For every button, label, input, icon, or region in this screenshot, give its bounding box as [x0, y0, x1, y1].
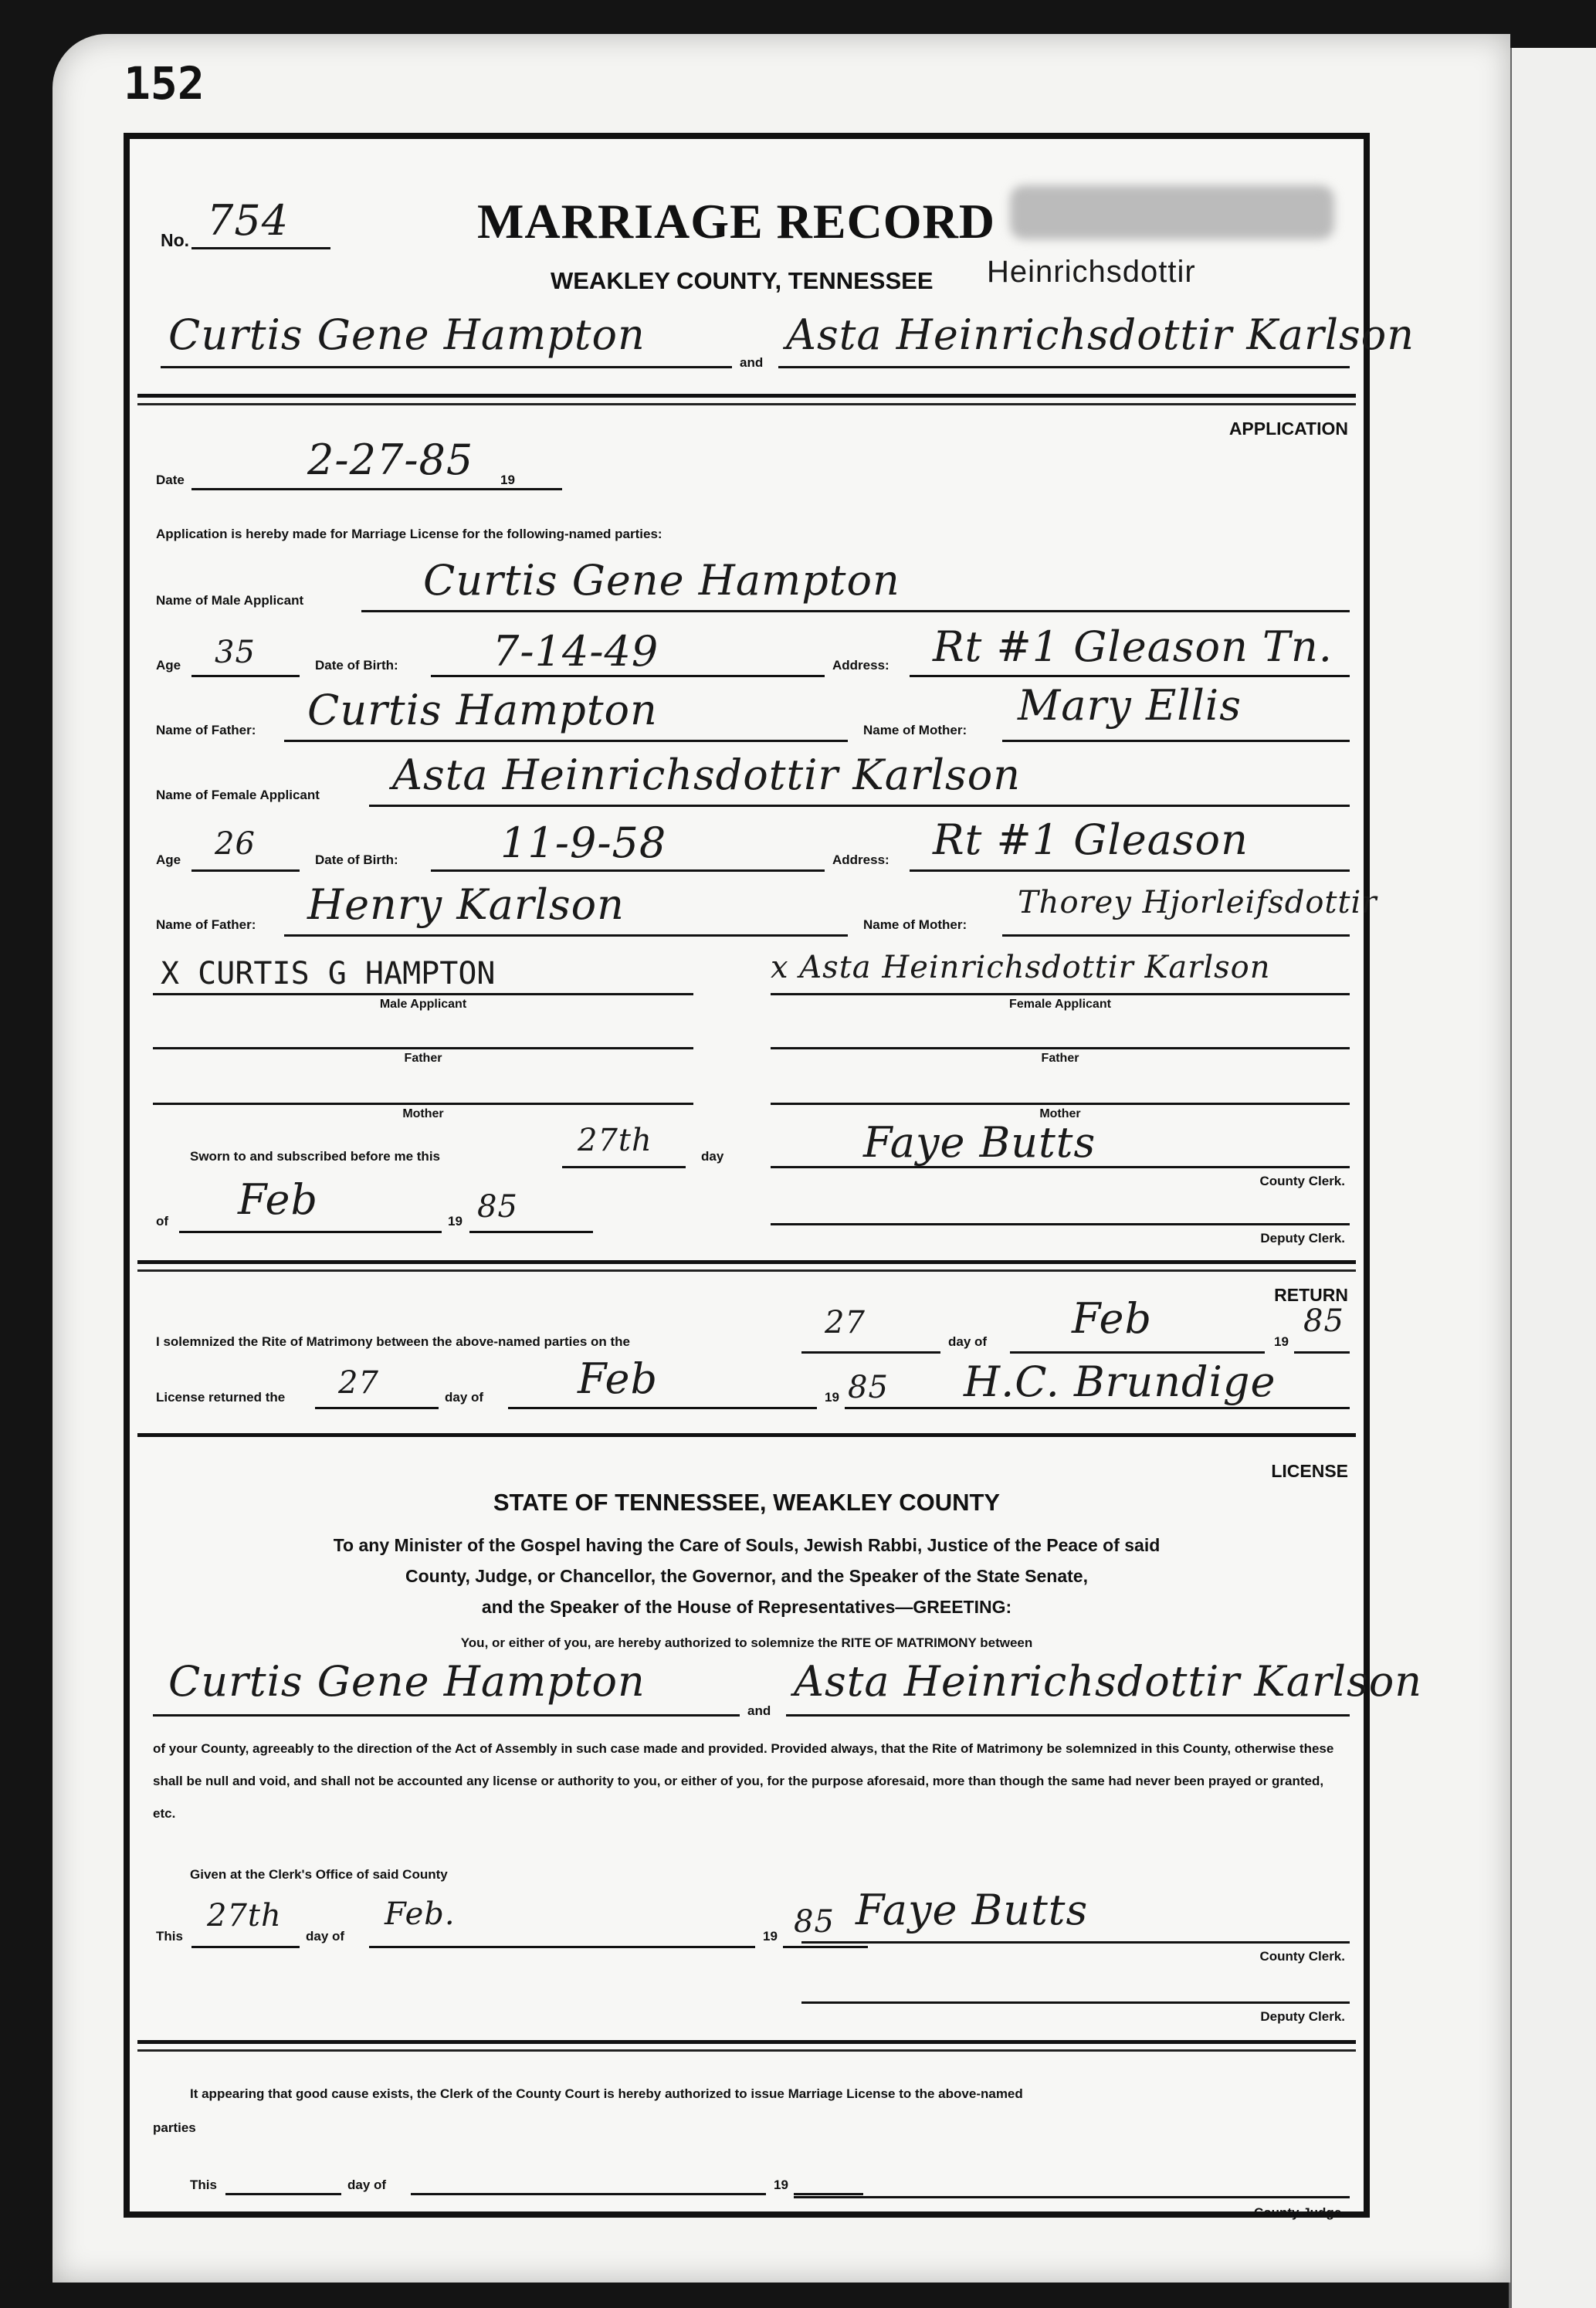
address-label: Address:: [832, 658, 889, 673]
sworn-label: Sworn to and subscribed before me this: [190, 1149, 440, 1164]
divider: [137, 1269, 1356, 1272]
header-bride-line: [778, 366, 1350, 368]
divider: [137, 2040, 1356, 2044]
given-day-line: [191, 1946, 300, 1948]
application-intro: Application is hereby made for Marriage License for the following-named parties:: [156, 527, 662, 541]
returned-month-line: [508, 1407, 817, 1409]
male-signature-line: [153, 993, 693, 995]
female-applicant-label: Name of Female Applicant: [156, 788, 320, 802]
given-year: 85: [794, 1904, 835, 1940]
license-section-label: LICENSE: [1271, 1461, 1348, 1481]
license-bride-line: [786, 1714, 1350, 1717]
license-bride-name: Asta Heinrichsdottir Karlson: [794, 1657, 1423, 1706]
mother-caption: Mother: [1039, 1107, 1081, 1120]
license-clerk-line: [801, 1941, 1350, 1944]
name-annotation: Heinrichsdottir: [987, 255, 1196, 289]
female-applicant-signature: x Asta Heinrichsdottir Karlson: [771, 950, 1271, 985]
solemnized-year: 85: [1303, 1303, 1344, 1339]
mother-caption: Mother: [402, 1107, 444, 1120]
address-line: [910, 869, 1350, 872]
application-section-label: APPLICATION: [1228, 419, 1348, 439]
header-groom-line: [161, 366, 732, 368]
header-bride-name: Asta Heinrichsdottir Karlson: [786, 310, 1415, 359]
good-cause-day-line: [225, 2193, 341, 2195]
license-clerk-signature: Faye Butts: [856, 1886, 1089, 1934]
sworn-day-line: [562, 1166, 686, 1168]
female-father: Henry Karlson: [307, 880, 625, 929]
age-line: [191, 869, 300, 872]
male-address: Rt #1 Gleason Tn.: [933, 622, 1333, 671]
record-number-value: 754: [207, 196, 290, 245]
female-dob: 11-9-58: [500, 818, 667, 867]
returned-day: 27: [338, 1365, 379, 1401]
address-label: Address:: [832, 852, 889, 867]
officiant-signature: H.C. Brundige: [964, 1357, 1276, 1406]
county-clerk-caption: County Clerk.: [1259, 1174, 1345, 1188]
mother-line: [1002, 934, 1350, 937]
sworn-month: Feb: [238, 1175, 319, 1224]
license-body: of your County, agreeably to the direction of the Act of Assembly in such case made and provided. Provided always, that the Rite of Matrimony be solemnized in this County, otherwise these shall be null and void, and shall not be accounted any license or authority to you, or either of you, for the purpose aforesaid, more than though the same had never been prayed or granted, etc.: [153, 1741, 1334, 1821]
good-cause-parties: parties: [153, 2120, 196, 2135]
returned-label: License returned the: [156, 1390, 286, 1405]
father-signature-line: [771, 1047, 1350, 1049]
solemnized-year-prefix: 19: [1274, 1334, 1289, 1349]
given-month: Feb.: [385, 1896, 456, 1932]
given-day-of: day of: [306, 1929, 345, 1944]
returned-month: Feb: [578, 1354, 659, 1403]
solemnized-day-line: [801, 1351, 940, 1354]
sworn-day-label: day: [701, 1149, 724, 1164]
solemnized-label: I solemnized the Rite of Matrimony between the above-named parties on the: [156, 1334, 630, 1349]
good-cause-year-line: [794, 2193, 863, 2195]
deputy-signature-line: [771, 1223, 1350, 1225]
dob-label: Date of Birth:: [315, 658, 398, 673]
return-section-label: RETURN: [1274, 1285, 1348, 1305]
divider: [137, 2049, 1356, 2052]
divider: [137, 1433, 1356, 1437]
date-label: Date: [156, 473, 185, 487]
good-cause-year-prefix: 19: [774, 2178, 788, 2192]
marriage-record-form: [124, 133, 1423, 2220]
form-title: MARRIAGE RECORD: [477, 194, 995, 249]
male-applicant-line: [361, 610, 1350, 612]
female-applicant-name: Asta Heinrichsdottir Karlson: [392, 751, 1022, 799]
dob-label: Date of Birth:: [315, 852, 398, 867]
mother-label: Name of Mother:: [863, 917, 967, 932]
sworn-month-line: [179, 1231, 442, 1233]
male-mother: Mary Ellis: [1018, 681, 1242, 730]
authorize-line: You, or either of you, are hereby authorized to solemnize the RITE OF MATRIMONY between: [460, 1635, 1033, 1650]
license-heading: STATE OF TENNESSEE, WEAKLEY COUNTY: [493, 1489, 1001, 1516]
divider: [137, 1260, 1356, 1264]
officiant-line: [845, 1407, 1350, 1409]
given-day: 27th: [207, 1898, 282, 1934]
solemnized-month-line: [1010, 1351, 1265, 1354]
date-year-prefix: 19: [500, 473, 515, 487]
sworn-year-prefix: 19: [448, 1214, 463, 1229]
father-label: Name of Father:: [156, 917, 256, 932]
sworn-year: 85: [477, 1189, 518, 1225]
female-address: Rt #1 Gleason: [933, 815, 1249, 864]
redacted-stamp: [1010, 185, 1334, 239]
given-year-line: [783, 1946, 868, 1948]
male-father: Curtis Hampton: [307, 686, 658, 734]
greeting-line-2: County, Judge, or Chancellor, the Governor, and the Speaker of the State Senate,: [405, 1566, 1088, 1586]
female-signature-line: [771, 993, 1350, 995]
county-judge-line: [794, 2196, 1350, 2198]
good-cause-this: This: [190, 2178, 217, 2192]
greeting-line-3: and the Speaker of the House of Representatives—GREETING:: [481, 1597, 1012, 1617]
good-cause-day-of: day of: [347, 2178, 387, 2192]
date-line: [191, 488, 562, 490]
good-cause-text: It appearing that good cause exists, the Clerk of the County Court is hereby authorized to issue Marriage License to the above-named: [190, 2086, 1023, 2101]
female-applicant-caption: Female Applicant: [1009, 998, 1111, 1011]
age-label: Age: [156, 852, 181, 867]
license-county-clerk: County Clerk.: [1259, 1949, 1345, 1964]
facing-page-edge: [1509, 48, 1596, 2308]
given-this-label: This: [156, 1929, 183, 1944]
solemnized-year-line: [1294, 1351, 1350, 1354]
address-line: [910, 675, 1350, 677]
mother-label: Name of Mother:: [863, 723, 967, 737]
male-dob: 7-14-49: [493, 627, 659, 676]
age-label: Age: [156, 658, 181, 673]
sworn-of-label: of: [156, 1214, 169, 1229]
record-number-line: [191, 247, 330, 249]
deputy-clerk-caption: Deputy Clerk.: [1260, 1231, 1345, 1246]
dob-line: [431, 869, 825, 872]
father-caption: Father: [1041, 1052, 1079, 1065]
male-applicant-signature: X CURTIS G HAMPTON: [161, 956, 496, 991]
father-line: [284, 934, 848, 937]
license-and: and: [747, 1703, 771, 1718]
male-applicant-label: Name of Male Applicant: [156, 593, 304, 608]
greeting-line-1: To any Minister of the Gospel having the Care of Souls, Jewish Rabbi, Justice of the Peace of said: [333, 1535, 1161, 1555]
male-applicant-caption: Male Applicant: [379, 998, 467, 1011]
license-groom-name: Curtis Gene Hampton: [168, 1657, 646, 1706]
female-age: 26: [215, 826, 256, 862]
record-number-label: No.: [161, 230, 190, 250]
given-label: Given at the Clerk's Office of said County: [190, 1867, 448, 1882]
returned-year: 85: [848, 1370, 889, 1405]
given-year-prefix: 19: [763, 1929, 778, 1944]
returned-year-prefix: 19: [825, 1390, 839, 1405]
mother-line: [1002, 740, 1350, 742]
female-mother: Thorey Hjorleifsdottir: [1018, 885, 1377, 920]
license-groom-line: [153, 1714, 740, 1717]
solemnized-month: Feb: [1072, 1294, 1153, 1343]
father-signature-line: [153, 1047, 693, 1049]
returned-day-line: [315, 1407, 439, 1409]
divider: [137, 394, 1356, 398]
sworn-year-line: [469, 1231, 593, 1233]
application-date: 2-27-85: [307, 436, 474, 484]
county-judge-caption: County Judge.: [1253, 2205, 1345, 2220]
returned-day-of: day of: [445, 1390, 484, 1405]
given-month-line: [369, 1946, 755, 1948]
form-subtitle: WEAKLEY COUNTY, TENNESSEE: [551, 267, 934, 294]
male-age: 35: [215, 635, 256, 670]
father-label: Name of Father:: [156, 723, 256, 737]
female-applicant-line: [369, 805, 1350, 807]
mother-signature-line: [771, 1103, 1350, 1105]
good-cause-month-line: [411, 2193, 766, 2195]
license-deputy-clerk: Deputy Clerk.: [1260, 2009, 1345, 2024]
solemnized-day: 27: [825, 1305, 866, 1340]
divider: [137, 403, 1356, 405]
license-deputy-line: [801, 2001, 1350, 2004]
header-groom-name: Curtis Gene Hampton: [168, 310, 646, 359]
clerk-signature: Faye Butts: [863, 1118, 1096, 1167]
father-caption: Father: [404, 1052, 442, 1065]
page-number: 152: [124, 57, 205, 110]
mother-signature-line: [153, 1103, 693, 1105]
sworn-day: 27th: [578, 1123, 652, 1158]
male-applicant-name: Curtis Gene Hampton: [423, 556, 900, 605]
father-line: [284, 740, 848, 742]
solemnized-day-of: day of: [948, 1334, 988, 1349]
age-line: [191, 675, 300, 677]
header-and: and: [740, 355, 764, 370]
